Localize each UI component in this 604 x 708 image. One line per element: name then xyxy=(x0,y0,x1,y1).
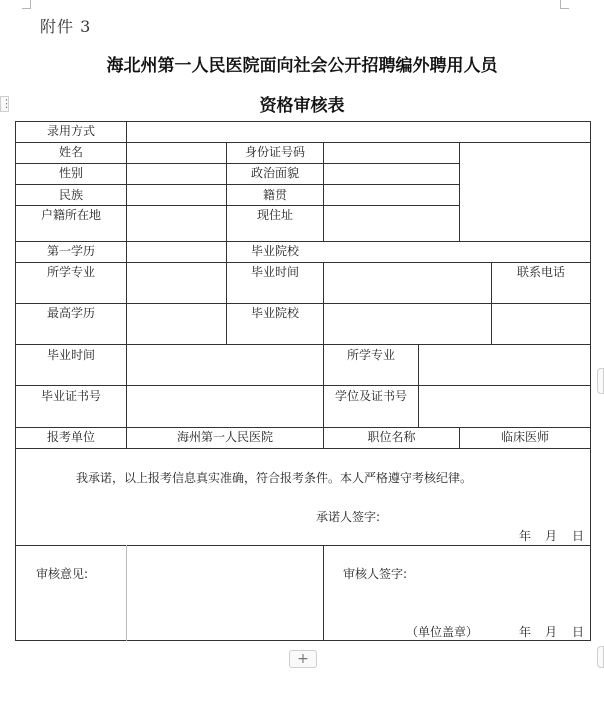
row-line xyxy=(15,448,591,449)
table-border-right xyxy=(590,121,591,641)
major-1-label: 所学专业 xyxy=(46,265,95,279)
table-row-handle[interactable]: ⋮ xyxy=(1,97,12,110)
photo-box[interactable] xyxy=(460,143,590,241)
position-label: 职位名称 xyxy=(367,430,416,444)
pledge-text: 我承诺，以上报考信息真实准确，符合报考条件。本人严格遵守考核纪律。 xyxy=(76,471,473,485)
highest-degree-label: 最高学历 xyxy=(46,306,95,320)
row-line xyxy=(15,427,591,428)
employment-method-label: 录用方式 xyxy=(46,124,95,138)
add-row-button[interactable]: + xyxy=(289,650,317,668)
degree-cert-number-field[interactable] xyxy=(419,386,590,427)
graduated-school-1-label: 毕业院校 xyxy=(250,244,299,258)
id-number-label: 身份证号码 xyxy=(244,145,305,159)
name-label: 姓名 xyxy=(58,145,83,159)
gender-label: 性别 xyxy=(58,166,83,180)
first-degree-label: 第一学历 xyxy=(46,244,95,258)
current-address-label: 现住址 xyxy=(256,208,293,222)
first-degree-field[interactable] xyxy=(127,242,226,262)
current-address-field[interactable] xyxy=(324,206,459,241)
contact-phone-field[interactable] xyxy=(492,304,590,344)
pledge-date-day: 日 xyxy=(572,529,585,543)
document-title: 海北州第一人民医院面向社会公开招聘编外聘用人员 xyxy=(106,56,498,76)
ethnicity-label: 民族 xyxy=(58,188,83,202)
table-border-bottom xyxy=(15,640,591,641)
document-subtitle: 资格审核表 xyxy=(259,96,345,116)
political-status-label: 政治面貌 xyxy=(250,166,299,180)
graduation-time-2-field[interactable] xyxy=(127,345,323,385)
native-place-label: 籍贯 xyxy=(262,188,287,202)
major-2-label: 所学专业 xyxy=(346,348,395,362)
diploma-number-field[interactable] xyxy=(127,386,323,427)
employment-method-field[interactable] xyxy=(127,122,590,142)
major-2-field[interactable] xyxy=(419,345,590,385)
review-date-day: 日 xyxy=(572,625,585,639)
review-date-month: 月 xyxy=(545,625,558,639)
position-value: 临床医师 xyxy=(500,430,549,444)
applied-unit-label: 报考单位 xyxy=(46,430,95,444)
applied-unit-value: 海州第一人民医院 xyxy=(176,430,273,444)
id-number-field[interactable] xyxy=(324,143,459,163)
unit-seal-label: （单位盖章） xyxy=(406,625,479,639)
graduated-school-2-field[interactable] xyxy=(324,304,491,344)
ethnicity-field[interactable] xyxy=(127,185,226,205)
graduation-time-2-label: 毕业时间 xyxy=(46,348,95,362)
graduation-time-1-field[interactable] xyxy=(324,263,491,303)
pledger-signature-label: 承诺人签字: xyxy=(316,510,381,524)
review-opinion-label: 审核意见: xyxy=(36,567,89,581)
major-1-field[interactable] xyxy=(127,263,226,303)
gender-field[interactable] xyxy=(127,164,226,184)
col-line xyxy=(323,545,324,641)
political-status-field[interactable] xyxy=(324,164,459,184)
highest-degree-field[interactable] xyxy=(127,304,226,344)
native-place-field[interactable] xyxy=(324,185,459,205)
review-date-year: 年 xyxy=(519,625,532,639)
graduated-school-1-field[interactable] xyxy=(324,242,590,262)
household-location-label: 户籍所在地 xyxy=(40,208,101,222)
row-line xyxy=(15,262,591,263)
household-location-field[interactable] xyxy=(127,206,226,241)
review-opinion-field[interactable] xyxy=(127,546,323,640)
pledge-date-year: 年 xyxy=(519,529,532,543)
graduated-school-2-label: 毕业院校 xyxy=(250,306,299,320)
annex-label: 附件 3 xyxy=(40,17,92,36)
degree-cert-number-label: 学位及证书号 xyxy=(334,389,407,403)
pledge-date-month: 月 xyxy=(545,529,558,543)
diploma-number-label: 毕业证书号 xyxy=(40,389,101,403)
contact-phone-label: 联系电话 xyxy=(516,265,565,279)
graduation-time-1-label: 毕业时间 xyxy=(250,265,299,279)
reviewer-signature-label: 审核人签字: xyxy=(343,567,408,581)
name-field[interactable] xyxy=(127,143,226,163)
